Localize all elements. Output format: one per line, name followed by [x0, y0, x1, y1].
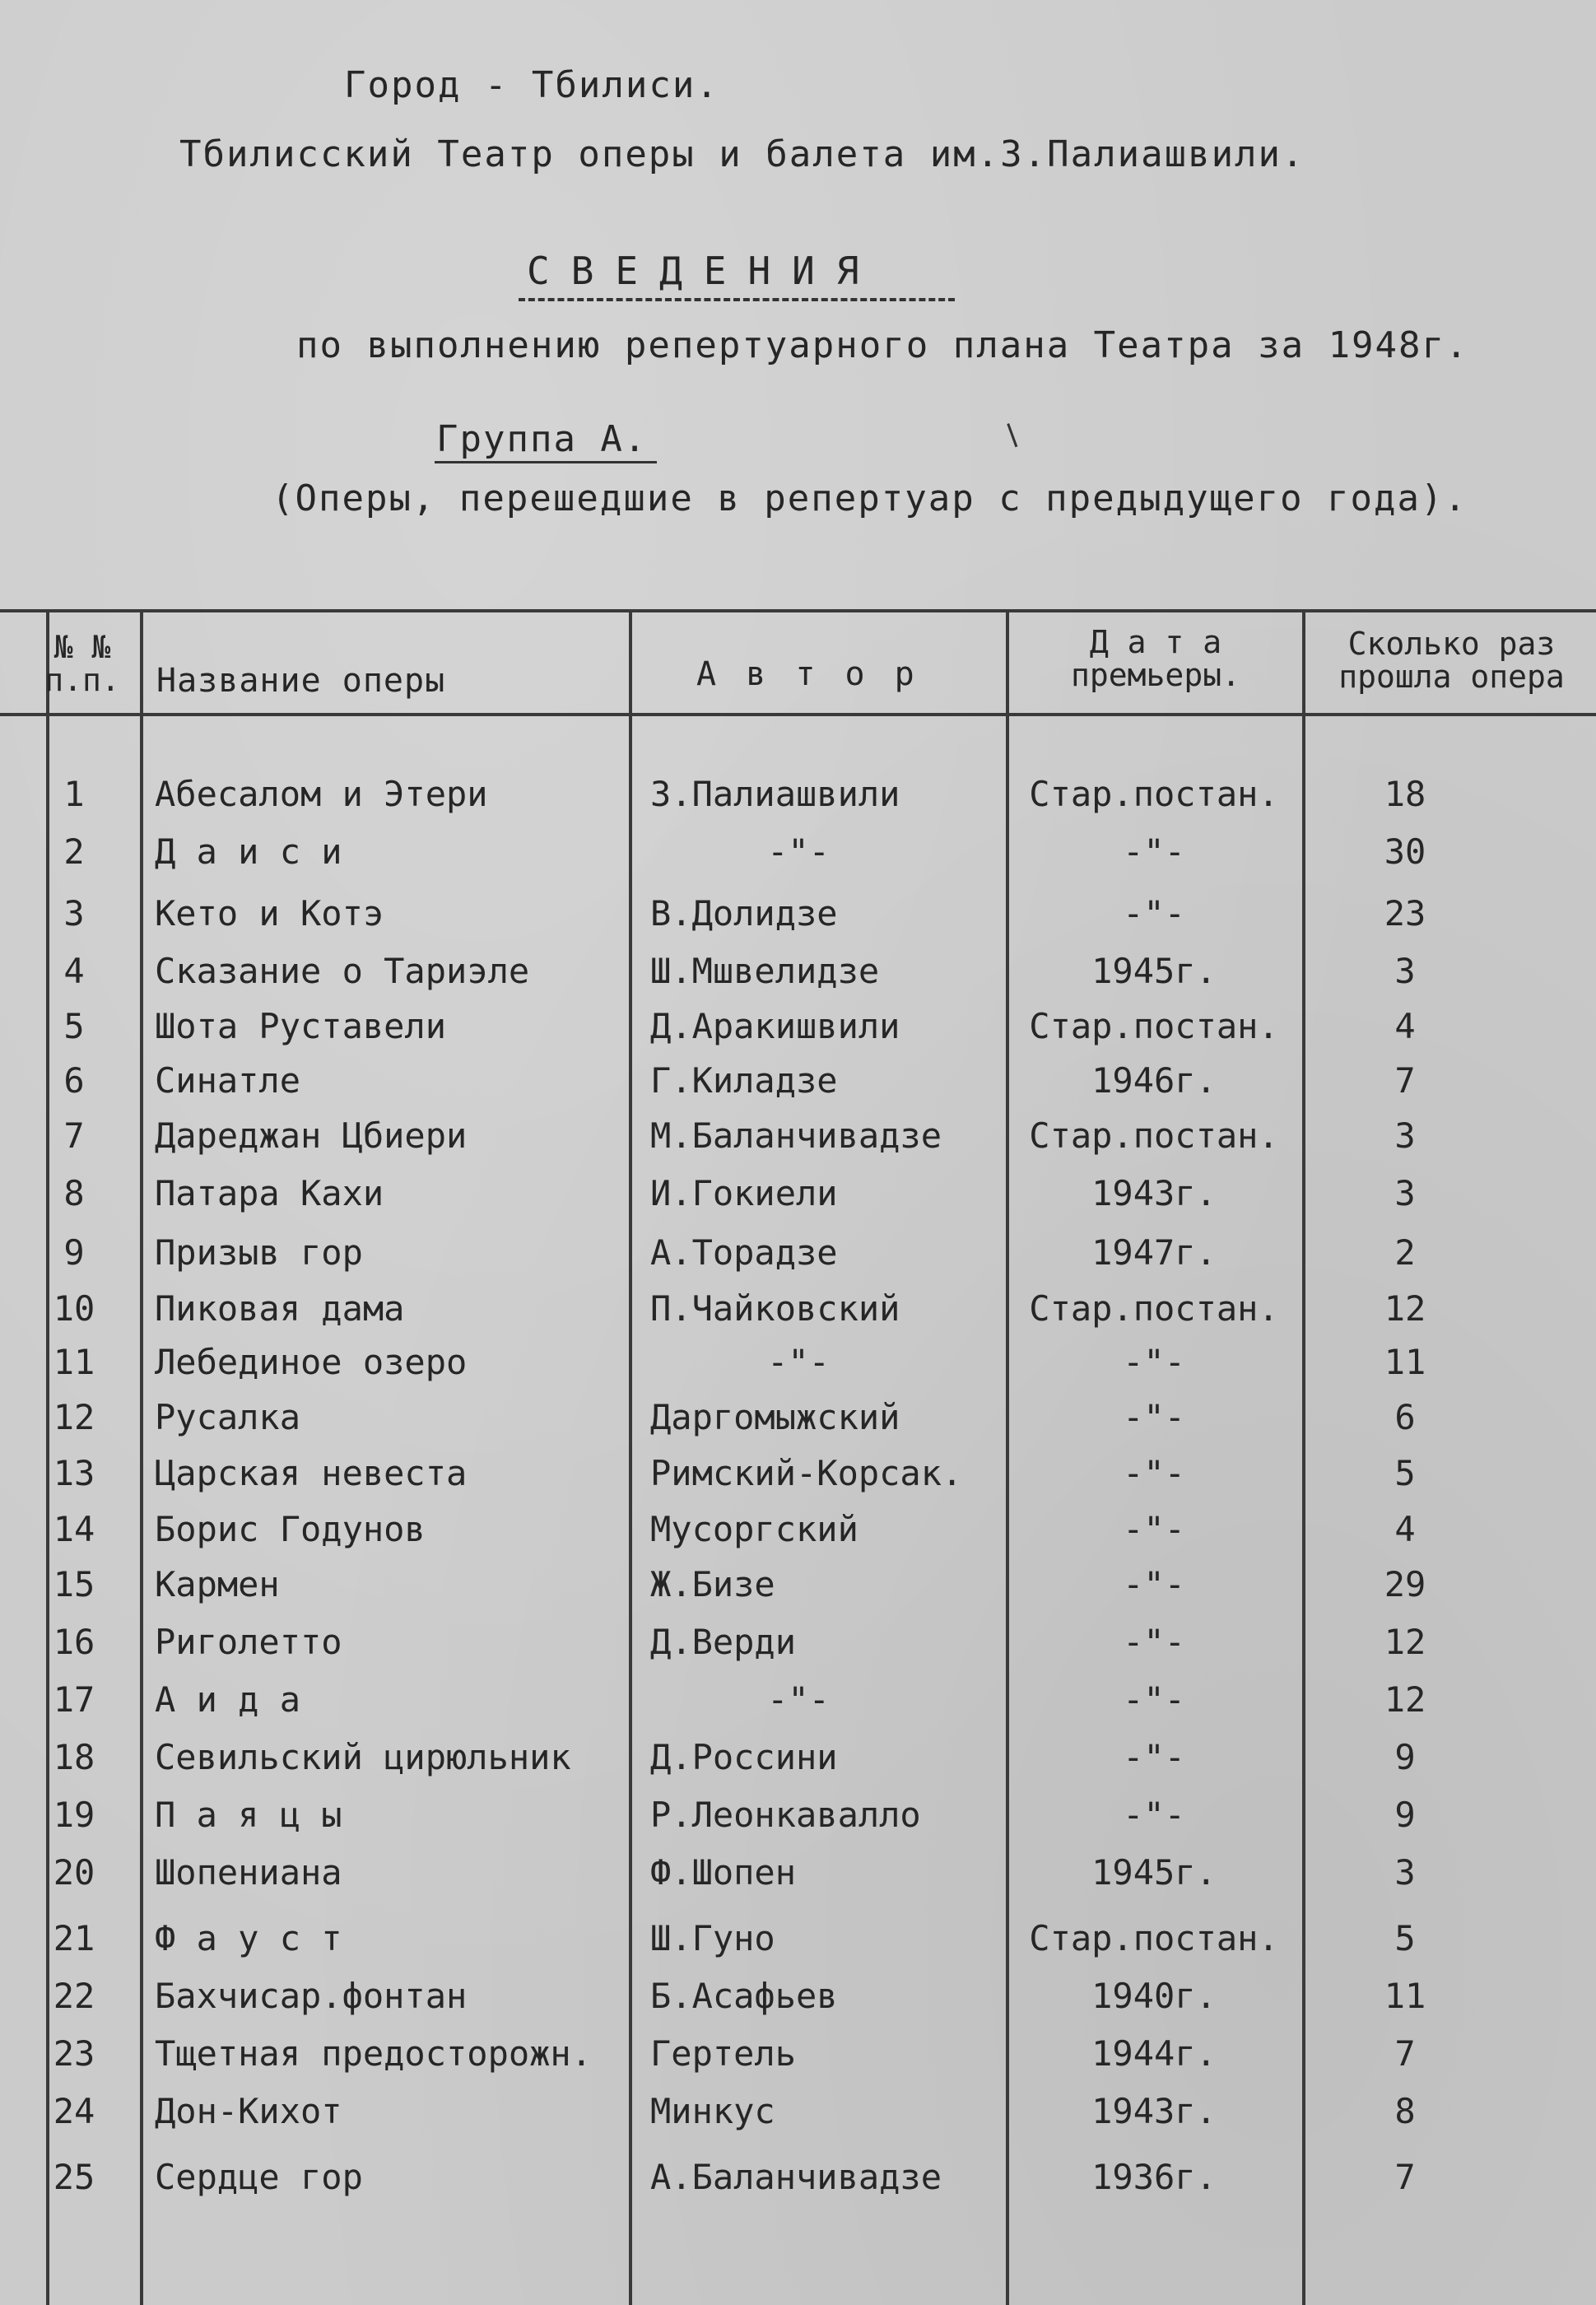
premiere-date: 1945г. — [1091, 951, 1217, 991]
row-number: 7 — [63, 1115, 85, 1156]
opera-title: Кето и Котэ — [155, 893, 384, 934]
table-row — [0, 1918, 1596, 1976]
table-row — [0, 2157, 1596, 2214]
premiere-date: 1946г. — [1091, 1060, 1217, 1101]
opera-title: Севильский цирюльник — [155, 1737, 571, 1777]
row-number: 16 — [53, 1622, 95, 1662]
performance-count: 4 — [1394, 1006, 1416, 1046]
performance-count: 3 — [1394, 1852, 1416, 1893]
opera-author: Мусоргский — [650, 1509, 858, 1549]
title-underline — [519, 298, 955, 301]
opera-title: Дареджан Цбиери — [155, 1115, 468, 1156]
row-number: 24 — [53, 2091, 95, 2131]
premiere-date: 1945г. — [1091, 1852, 1217, 1893]
header-bottom-rule — [0, 713, 1596, 716]
table-row — [0, 951, 1596, 1008]
table-row — [0, 1622, 1596, 1679]
header-count-line1: Сколько раз — [1347, 626, 1556, 662]
table-row — [0, 1795, 1596, 1852]
row-number: 20 — [53, 1852, 95, 1893]
table-row — [0, 1342, 1596, 1399]
opera-author: Д.Россини — [650, 1737, 838, 1777]
row-number: 5 — [63, 1006, 85, 1046]
row-number: 6 — [63, 1060, 85, 1101]
opera-title: Сказание о Тариэле — [155, 951, 530, 991]
row-number: 2 — [63, 831, 85, 872]
opera-title: Дон-Кихот — [155, 2091, 342, 2131]
opera-title: Сердце гор — [155, 2157, 363, 2197]
opera-title: П а я ц ы — [155, 1795, 342, 1835]
performance-count: 7 — [1394, 1060, 1416, 1101]
table-row — [0, 1453, 1596, 1511]
opera-author: З.Палиашвили — [650, 774, 900, 814]
performance-count: 5 — [1394, 1453, 1416, 1493]
row-number: 4 — [63, 951, 85, 991]
table-row — [0, 1232, 1596, 1290]
row-number: 8 — [63, 1173, 85, 1213]
performance-count: 18 — [1384, 774, 1426, 814]
premiere-date: -"- — [1123, 831, 1185, 872]
opera-author: Д.Верди — [650, 1622, 797, 1662]
premiere-date: -"- — [1123, 893, 1185, 934]
row-number: 19 — [53, 1795, 95, 1835]
opera-author: Ж.Бизе — [650, 1564, 775, 1604]
opera-title: Призыв гор — [155, 1232, 363, 1273]
table-row — [0, 1737, 1596, 1795]
performance-count: 9 — [1394, 1795, 1416, 1835]
premiere-date: 1936г. — [1091, 2157, 1217, 2197]
table-top-rule — [0, 609, 1596, 612]
premiere-date: Стар.постан. — [1029, 1288, 1279, 1329]
header-count — [1307, 627, 1596, 693]
opera-title: Шопениана — [155, 1852, 342, 1893]
premiere-date: Стар.постан. — [1029, 1115, 1279, 1156]
opera-title: Шота Руставели — [155, 1006, 447, 1046]
performance-count: 4 — [1394, 1509, 1416, 1549]
premiere-date: -"- — [1123, 1453, 1185, 1493]
row-number: 14 — [53, 1509, 95, 1549]
table-row — [0, 2033, 1596, 2091]
opera-author: Г.Киладзе — [650, 1060, 838, 1101]
performance-count: 3 — [1394, 951, 1416, 991]
opera-author: -"- — [767, 1342, 830, 1382]
header-num-line1: № № — [54, 629, 111, 665]
opera-title: Тщетная предосторожн. — [155, 2033, 593, 2074]
opera-author: -"- — [767, 831, 830, 872]
stray-pen-mark — [1007, 421, 1025, 448]
group-heading: Группа А. — [436, 418, 648, 460]
table-row — [0, 1288, 1596, 1346]
opera-title: Бахчисар.фонтан — [155, 1976, 468, 2016]
premiere-date: 1947г. — [1091, 1232, 1217, 1273]
opera-author: Ф.Шопен — [650, 1852, 797, 1893]
opera-title: Риголетто — [155, 1622, 342, 1662]
performance-count: 29 — [1384, 1564, 1426, 1604]
header-date — [1011, 626, 1301, 692]
performance-count: 5 — [1394, 1918, 1416, 1958]
opera-author: -"- — [767, 1679, 830, 1720]
performance-count: 7 — [1394, 2033, 1416, 2074]
opera-author: И.Гокиели — [650, 1173, 838, 1213]
header-count-line2: прошла опера — [1338, 659, 1565, 695]
header-author: А в т о р — [696, 655, 919, 693]
row-number: 15 — [53, 1564, 95, 1604]
row-number: 10 — [53, 1288, 95, 1329]
opera-author: Ш.Мшвелидзе — [650, 951, 880, 991]
opera-author: Б.Асафьев — [650, 1976, 838, 2016]
premiere-date: -"- — [1123, 1564, 1185, 1604]
premiere-date: -"- — [1123, 1342, 1185, 1382]
opera-author: Даргомыжский — [650, 1397, 900, 1437]
premiere-date: -"- — [1123, 1509, 1185, 1549]
premiere-date: 1943г. — [1091, 2091, 1217, 2131]
premiere-date: Стар.постан. — [1029, 774, 1279, 814]
theatre-name: Тбилисский Театр оперы и балета им.З.Палиашвили. — [179, 133, 1305, 175]
document-title: СВЕДЕНИЯ — [527, 249, 881, 293]
premiere-date: -"- — [1123, 1679, 1185, 1720]
row-number: 23 — [53, 2033, 95, 2074]
premiere-date: -"- — [1123, 1737, 1185, 1777]
performance-count: 6 — [1394, 1397, 1416, 1437]
row-number: 11 — [53, 1342, 95, 1382]
performance-count: 30 — [1384, 831, 1426, 872]
opera-title: Борис Годунов — [155, 1509, 426, 1549]
performance-count: 3 — [1394, 1115, 1416, 1156]
header-title: Название оперы — [156, 662, 446, 700]
opera-author: М.Баланчивадзе — [650, 1115, 942, 1156]
row-number: 9 — [63, 1232, 85, 1273]
performance-count: 11 — [1384, 1976, 1426, 2016]
performance-count: 12 — [1384, 1679, 1426, 1720]
performance-count: 11 — [1384, 1342, 1426, 1382]
premiere-date: 1943г. — [1091, 1173, 1217, 1213]
opera-title: Царская невеста — [155, 1453, 468, 1493]
table-row — [0, 831, 1596, 889]
opera-title: А и д а — [155, 1679, 301, 1720]
opera-title: Кармен — [155, 1564, 280, 1604]
opera-title: Д а и с и — [155, 831, 342, 872]
row-number: 25 — [53, 2157, 95, 2197]
table-row — [0, 1679, 1596, 1737]
opera-title: Синатле — [155, 1060, 301, 1101]
table-row — [0, 1173, 1596, 1231]
opera-author: Минкус — [650, 2091, 775, 2131]
premiere-date: -"- — [1123, 1397, 1185, 1437]
row-number: 21 — [53, 1918, 95, 1958]
premiere-date: 1940г. — [1091, 1976, 1217, 2016]
row-number: 13 — [53, 1453, 95, 1493]
opera-author: Гертель — [650, 2033, 797, 2074]
premiere-date: 1944г. — [1091, 2033, 1217, 2074]
city-line: Город - Тбилиси. — [344, 64, 719, 106]
document-subtitle: по выполнению репертуарного плана Театра за 1948г. — [296, 324, 1469, 366]
opera-title: Русалка — [155, 1397, 301, 1437]
table-row — [0, 1852, 1596, 1910]
opera-author: Р.Леонкавалло — [650, 1795, 921, 1835]
opera-author: Д.Аракишвили — [650, 1006, 900, 1046]
row-number: 17 — [53, 1679, 95, 1720]
header-date-line2: премьеры. — [1071, 657, 1240, 693]
opera-author: А.Торадзе — [650, 1232, 838, 1273]
row-number: 1 — [63, 774, 85, 814]
opera-title: Абесалом и Этери — [155, 774, 488, 814]
opera-title: Пиковая дама — [155, 1288, 405, 1329]
row-number: 18 — [53, 1737, 95, 1777]
opera-author: В.Долидзе — [650, 893, 838, 934]
opera-author: Ш.Гуно — [650, 1918, 775, 1958]
table-row — [0, 1060, 1596, 1118]
table-row — [0, 774, 1596, 831]
opera-title: Лебединое озеро — [155, 1342, 468, 1382]
performance-count: 23 — [1384, 893, 1426, 934]
table-row — [0, 1564, 1596, 1622]
group-underline — [435, 461, 657, 463]
premiere-date: Стар.постан. — [1029, 1918, 1279, 1958]
table-row — [0, 893, 1596, 951]
premiere-date: -"- — [1123, 1795, 1185, 1835]
performance-count: 3 — [1394, 1173, 1416, 1213]
header-num-line2: п.п. — [44, 662, 120, 698]
opera-title: Ф а у с т — [155, 1918, 342, 1958]
table-row — [0, 1397, 1596, 1455]
row-number: 12 — [53, 1397, 95, 1437]
opera-author: П.Чайковский — [650, 1288, 900, 1329]
opera-author: А.Баланчивадзе — [650, 2157, 942, 2197]
performance-count: 12 — [1384, 1288, 1426, 1329]
header-num — [33, 631, 132, 696]
opera-title: Патара Кахи — [155, 1173, 384, 1213]
group-note: (Оперы, перешедшие в репертуар с предыдущего года). — [272, 477, 1468, 519]
opera-author: Римский-Корсак. — [650, 1453, 963, 1493]
row-number: 22 — [53, 1976, 95, 2016]
premiere-date: -"- — [1123, 1622, 1185, 1662]
performance-count: 7 — [1394, 2157, 1416, 2197]
performance-count: 2 — [1394, 1232, 1416, 1273]
premiere-date: Стар.постан. — [1029, 1006, 1279, 1046]
row-number: 3 — [63, 893, 85, 934]
performance-count: 8 — [1394, 2091, 1416, 2131]
table-row — [0, 1976, 1596, 2033]
performance-count: 9 — [1394, 1737, 1416, 1777]
table-row — [0, 1509, 1596, 1567]
table-row — [0, 1006, 1596, 1064]
table-row — [0, 2091, 1596, 2149]
header-date-line1: Д а т а — [1089, 624, 1222, 660]
performance-count: 12 — [1384, 1622, 1426, 1662]
table-row — [0, 1115, 1596, 1173]
